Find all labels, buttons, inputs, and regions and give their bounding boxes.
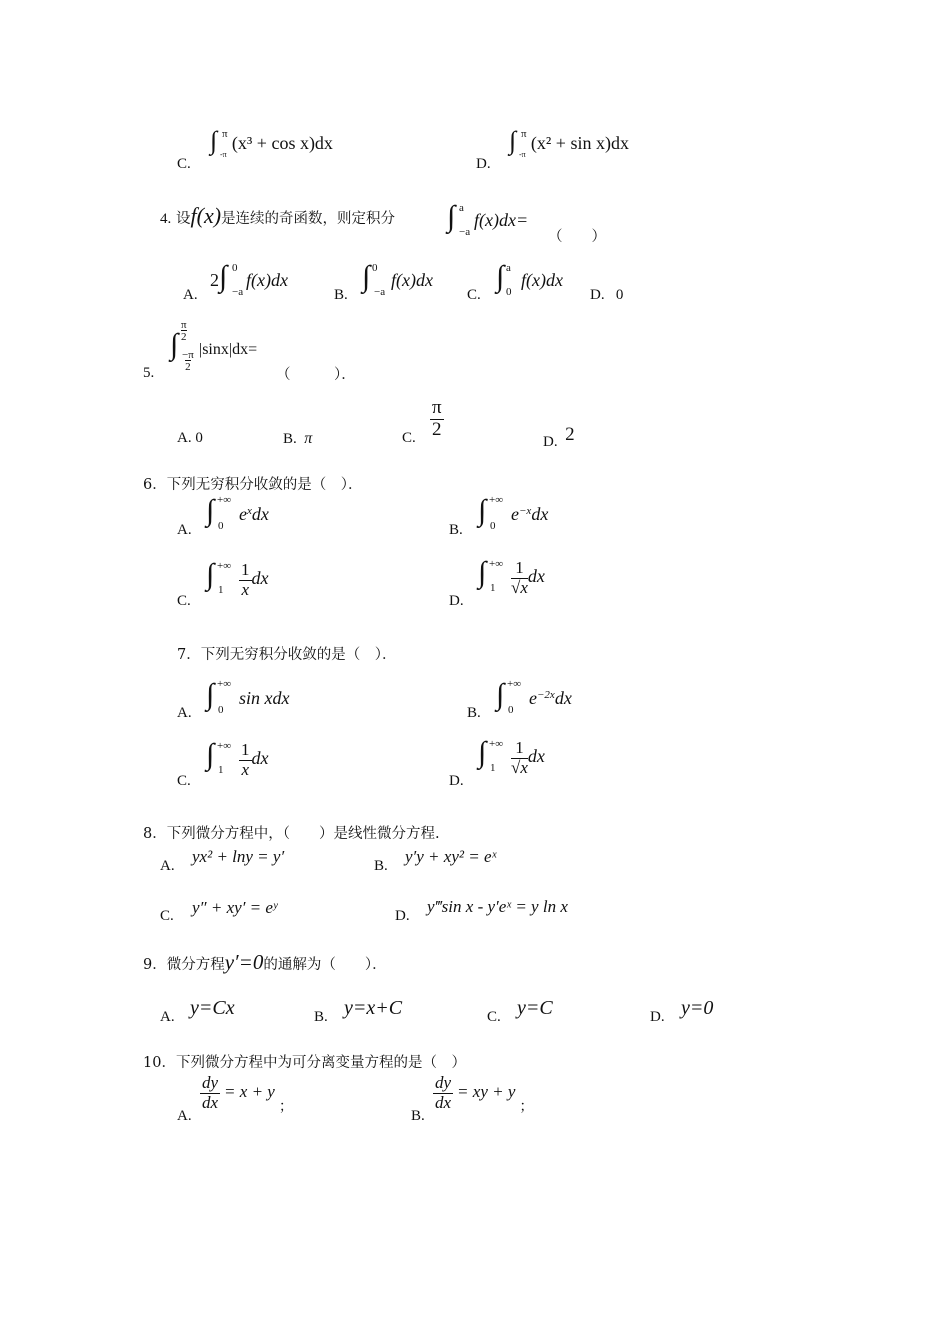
q6-option-d-expr: ∫ +∞ 1 $\frac{1}{√x}$ dx xyxy=(478,556,545,597)
q9-option-d-label: D. xyxy=(650,1009,665,1025)
q10-option-a-label: A. xyxy=(177,1108,192,1124)
q6-option-c-label: C. xyxy=(177,593,191,609)
question-6: 6．下列无穷积分收敛的是（ ）． xyxy=(143,477,363,493)
q4-option-b-label: B. xyxy=(334,287,348,303)
q4-option-a-label: A. xyxy=(183,287,198,303)
q5-number: 5. xyxy=(143,365,155,381)
q5-option-a: A. 0 xyxy=(177,430,203,446)
q3-option-c-integral: ∫ π -π (x³ + cos x)dx xyxy=(210,126,333,159)
q7-option-b-expr: ∫ +∞ 0 $e^{-2x}dx$ xyxy=(496,678,572,716)
question-7: 7．下列无穷积分收敛的是（ ）． xyxy=(177,647,397,663)
q10-option-b-label: B. xyxy=(411,1108,425,1124)
q9-option-d-expr: y=0 xyxy=(681,997,714,1019)
q10-option-b-expr: $\frac{dy}{dx}$ = xy + y； xyxy=(435,1073,534,1116)
q7-option-d-label: D. xyxy=(449,773,464,789)
q5-option-d: D. 2 xyxy=(543,424,575,450)
q5-option-b: B. π xyxy=(283,430,313,447)
q6-option-c-expr: ∫ +∞ 1 $\frac{1}{x}$ dx xyxy=(206,558,269,599)
q4-integral: ∫ a −a f(x)dx= xyxy=(447,200,529,238)
q4-option-c-label: C. xyxy=(467,287,481,303)
q8-option-b-label: B. xyxy=(374,858,388,874)
q5-answer-paren: （ ）． xyxy=(276,367,356,383)
q5-option-c-fraction: $\frac{\pi}{2}$ xyxy=(432,397,442,440)
q7-option-c-expr: ∫ +∞ 1 $\frac{1}{x}$ dx xyxy=(206,738,269,779)
question-9: 9．微分方程y′=0的通解为（ ）． xyxy=(143,950,387,974)
q9-option-b-expr: y=x+C xyxy=(344,997,403,1019)
q8-option-b-expr: y′y + xy² = eˣ xyxy=(405,847,497,866)
q4-option-a-expr: 2∫ 0 −a f(x)dx xyxy=(210,260,288,298)
q7-option-d-expr: ∫ +∞ 1 $\frac{1}{√x}$ dx xyxy=(478,736,545,777)
q8-option-d-label: D. xyxy=(395,908,410,924)
q3-option-d-label: D. xyxy=(476,156,491,172)
q6-option-b-label: B. xyxy=(449,522,463,538)
q3-option-c-label: C. xyxy=(177,156,191,172)
q8-option-c-expr: y″ + xy′ = eʸ xyxy=(192,898,278,917)
q5-integral: ∫ π 2 −π 2 |sinx|dx= xyxy=(170,319,258,373)
q7-option-a-expr: ∫ +∞ 0 sin xdx xyxy=(206,678,290,716)
q8-option-c-label: C. xyxy=(160,908,174,924)
q7-option-b-label: B. xyxy=(467,705,481,721)
q4-answer-paren: （ ） xyxy=(548,229,606,245)
question-8: 8．下列微分方程中，（ ）是线性微分方程. xyxy=(143,826,440,842)
q4-option-c-expr: ∫ a 0 f(x)dx xyxy=(496,260,563,298)
q3-option-d-integral: ∫ π -π (x² + sin x)dx xyxy=(509,126,629,159)
q10-option-a-expr: $\frac{dy}{dx}$ = x + y； xyxy=(202,1073,294,1116)
q9-option-a-expr: y=Cx xyxy=(190,997,235,1019)
q4-option-d: D. 0 xyxy=(590,287,624,303)
q6-option-a-label: A. xyxy=(177,522,192,538)
q6-option-b-expr: ∫ +∞ 0 $e^{-x}dx$ xyxy=(478,494,549,532)
question-4: 4. 设f(x)是连续的奇函数，则定积分 xyxy=(160,203,396,228)
q7-option-c-label: C. xyxy=(177,773,191,789)
q4-option-b-expr: ∫ 0 −a f(x)dx xyxy=(362,260,433,298)
q9-option-c-label: C. xyxy=(487,1009,501,1025)
q9-option-a-label: A. xyxy=(160,1009,175,1025)
q9-option-b-label: B. xyxy=(314,1009,328,1025)
q5-option-c-label: C. xyxy=(402,430,416,446)
q9-option-c-expr: y=C xyxy=(517,997,553,1019)
q7-option-a-label: A. xyxy=(177,705,192,721)
q8-option-d-expr: y‴sin x - y′eˣ = y ln x xyxy=(427,897,568,916)
q6-option-d-label: D. xyxy=(449,593,464,609)
question-10: 10．下列微分方程中为可分离变量方程的是（ ） xyxy=(143,1055,466,1071)
q8-option-a-label: A. xyxy=(160,858,175,874)
q6-option-a-expr: ∫ +∞ 0 $e^xdx$ xyxy=(206,494,269,532)
q8-option-a-expr: yx² + lny = y′ xyxy=(192,847,285,866)
